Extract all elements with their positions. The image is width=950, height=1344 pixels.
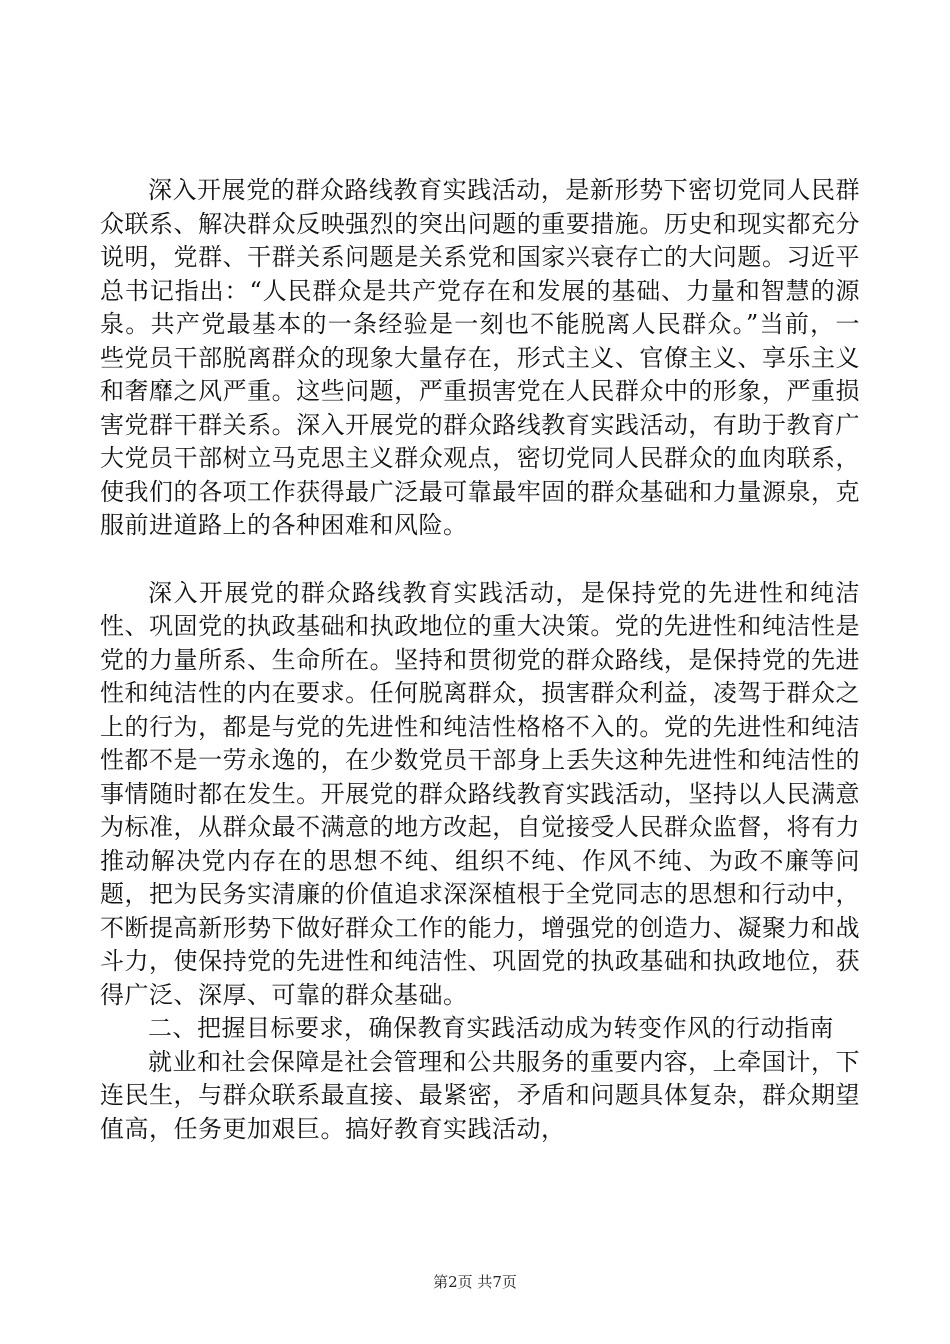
paragraph-1: 深入开展党的群众路线教育实践活动，是新形势下密切党同人民群众联系、解决群众反映强烈的突出问题的重要措施。历史和现实都充分说明，党群、干群关系问题是关系党和国家兴衰存亡的大问题。习近平总书记指出：“人民群众是共产党存在和发展的基础、力量和智慧的源泉。共产党最基本的一条经验是一刻也不能脱离人民群众。”当前，一些党员干部脱离群众的现象大量存在，形式主义、官僚主义、享乐主义和奢靡之风严重。这些问题，严重损害党在人民群众中的形象，严重损害党群干群关系。深入开展党的群众路线教育实践活动，有助于教育广大党员干部树立马克思主义群众观点，密切党同人民群众的血肉联系，使我们的各项工作获得最广泛最可靠最牢固的群众基础和力量源泉，克服前进道路上的各种困难和风险。 (100, 176, 860, 539)
section-heading: 二、把握目标要求，确保教育实践活动成为转变作风的行动指南 (148, 1014, 834, 1042)
document-body (100, 174, 860, 1146)
paragraph-2: 深入开展党的群众路线教育实践活动，是保持党的先进性和纯洁性、巩固党的执政基础和执政地位的重大决策。党的先进性和纯洁性是党的力量所系、生命所在。坚持和贯彻党的群众路线，是保持党的先进性和纯洁性的内在要求。任何脱离群众，损害群众利益，凌驾于群众之上的行为，都是与党的先进性和纯洁性格格不入的。党的先进性和纯洁性都不是一劳永逸的，在少数党员干部身上丢失这种先进性和纯洁性的事情随时都在发生。开展党的群众路线教育实践活动，坚持以人民满意为标准，从群众最不满意的地方改起，自觉接受人民群众监督，将有力推动解决党内存在的思想不纯、组织不纯、作风不纯、为政不廉等问题，把为民务实清廉的价值追求深深植根于全党同志的思想和行动中，不断提高新形势下做好群众工作的能力，增强党的创造力、凝聚力和战斗力，使保持党的先进性和纯洁性、巩固党的执政基础和执政地位，获得广泛、深厚、可靠的群众基础。 (100, 578, 860, 1009)
paragraph-spacer (100, 543, 860, 577)
paragraph-3: 就业和社会保障是社会管理和公共服务的重要内容，上牵国计，下连民生，与群众联系最直接、最紧密，矛盾和问题具体复杂，群众期望值高，任务更加艰巨。搞好教育实践活动， (100, 1047, 860, 1143)
page-number-footer: 第2页 共7页 (433, 1273, 517, 1291)
